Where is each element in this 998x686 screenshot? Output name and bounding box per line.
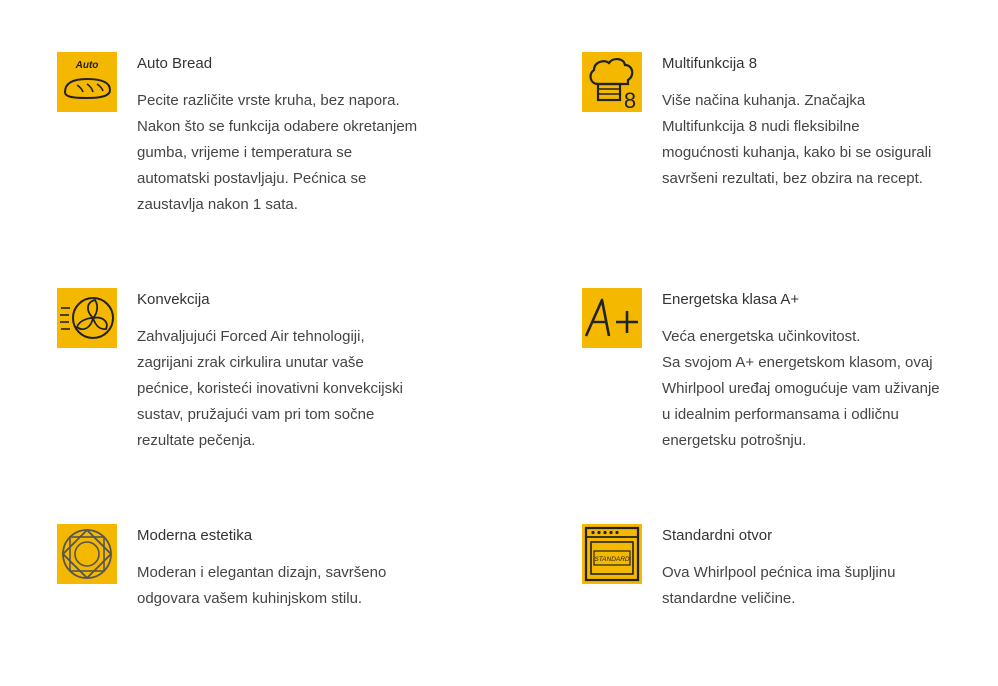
multifunction-8-icon bbox=[582, 52, 642, 112]
feature-description: Moderan i elegantan dizajn, savršeno odgovara vašem kuhinjskom stilu. bbox=[137, 564, 387, 607]
feature-title: Auto Bread bbox=[137, 55, 213, 72]
auto-bread-icon bbox=[57, 52, 117, 112]
feature-description: Veća energetska učinkovitost. Sa svojom A+ energetskom klasom, ovaj Whirlpool uređaj omogućuje vam uživanje u idealnim performansama i odličnu energetsku potrošnju. bbox=[662, 328, 940, 449]
feature-title: Konvekcija bbox=[137, 291, 210, 308]
convection-fan-icon bbox=[57, 288, 117, 348]
feature-description: Ova Whirlpool pećnica ima šupljinu standardne veličine. bbox=[662, 564, 896, 607]
feature-description: Više načina kuhanja. Značajka Multifunkcija 8 nudi fleksibilne mogućnosti kuhanja, kako bi se osigurali savršeni rezultati, bez obzira na recept. bbox=[662, 92, 932, 187]
standard-label: STANDARD bbox=[594, 556, 630, 563]
feature-title: Multifunkcija 8 bbox=[662, 55, 758, 72]
feature-description: Pecite različite vrste kruha, bez napora. Nakon što se funkcija odabere okretanjem gumba, vrijeme i temperatura se automatski postavljaju. Pećnica se zaustavlja nakon 1 sata. bbox=[137, 92, 418, 213]
auto-label: Auto bbox=[75, 60, 99, 71]
standard-cavity-icon bbox=[582, 524, 642, 584]
feature-title: Standardni otvor bbox=[662, 527, 773, 544]
feature-description: Zahvaljujući Forced Air tehnologiji, zagrijani zrak cirkulira unutar vaše pećnice, koristeći inovativni konvekcijski sustav, pružajući vam pri tom sočne rezultate pečenja. bbox=[137, 328, 403, 449]
feature-title: Energetska klasa A+ bbox=[662, 291, 800, 308]
svg-text:8: 8 bbox=[623, 88, 637, 112]
modern-design-icon bbox=[57, 524, 117, 584]
feature-title: Moderna estetika bbox=[137, 527, 253, 544]
energy-class-a-plus-icon bbox=[582, 288, 642, 348]
